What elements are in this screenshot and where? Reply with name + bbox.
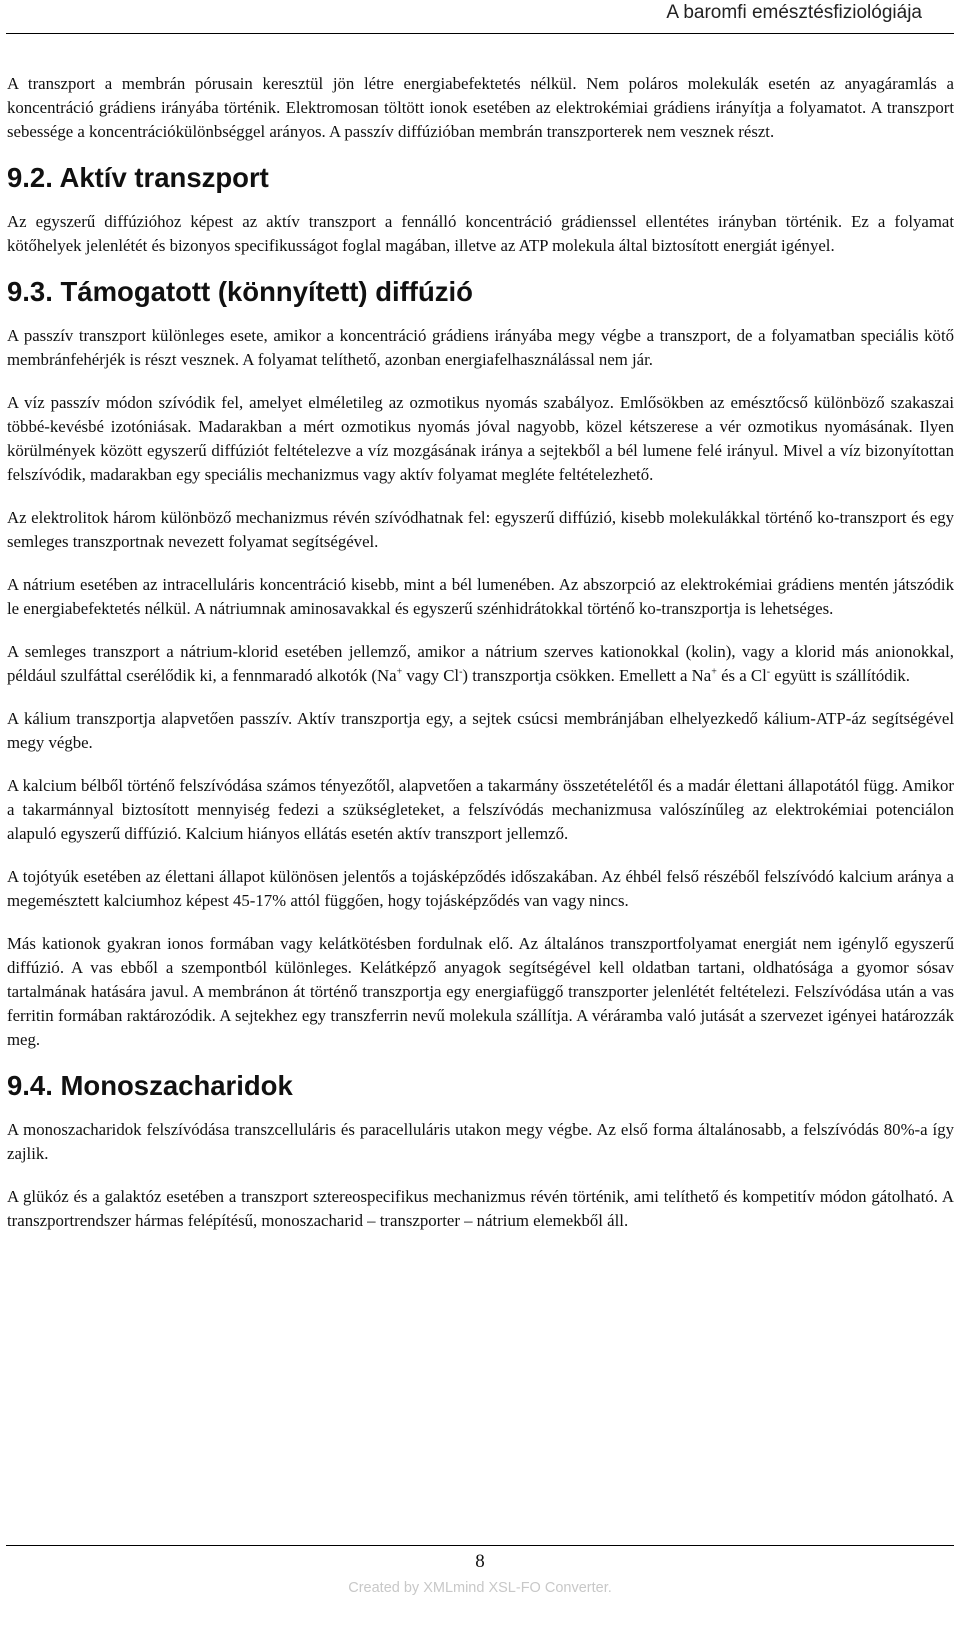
page-number: 8 xyxy=(475,1551,485,1572)
paragraph-aktiv-transzport: Az egyszerű diffúzióhoz képest az aktív transzport a fennálló koncentráció grádienssel ellentétes irányban történik. Ez a folyamat kötőhelyek jelenlétét és bizonyos specifikusságot foglal magában, illetve az ATP molekula által biztosított energiát igényel. xyxy=(7,212,954,255)
paragraph-elektrolitok: Az elektrolitok három különböző mechanizmus révén szívódhatnak fel: egyszerű diffúzió, kisebb molekulákkal történő ko-transzport és egy semleges transzportnak nevezett folyamat segítségével. xyxy=(7,508,954,551)
superscript-minus: - xyxy=(459,666,463,678)
paragraph-natrium: A nátrium esetében az intracelluláris koncentráció kisebb, mint a bél lumenében. Az abszorpció az elektrokémiai grádiens mentén játszódik le energiabefektetés nélkül. A nátriumnak aminosavakkal és egyszerű szénhidrátokkal történő ko-transzportja is lehetséges. xyxy=(7,575,954,618)
paragraph-kationok-vas: Más kationok gyakran ionos formában vagy kelátkötésben fordulnak elő. Az általános transzportfolyamat energiát nem igénylő egyszerű diffúzió. A vas ebből a szempontból különleges. Kelátképző anyagok segítségével kell oldatban tartani, oldhatósága a gyomor sósav tartalmának hatására javul. A membránon át történő transzportja egy energiafüggő transzporter jelenlétét feltételezi. Felszívódása után a vas ferritin formában raktározódik. A sejtekhez egy transzferrin nevű molekula szállítja. A véráramba való jutását a szervezet igényei határozzák meg. xyxy=(7,934,954,1049)
paragraph-monoszacharidok-2: A glükóz és a galaktóz esetében a transzport sztereospecifikus mechanizmus révén történik, ami telíthető és kompetitív módon gátolható. A transzportrendszer hármas felépítésű, monoszacharid – transzporter – nátrium elemekből áll. xyxy=(7,1187,954,1230)
section-heading-tamogatott-diffuzio: 9.3. Támogatott (könnyített) diffúzió xyxy=(7,276,473,307)
text-run: A semleges transzport a nátrium-klorid esetében jellemző, amikor a nátrium szerves kationokkal (kolin), vagy a klorid más anionokkal, például szulfáttal cserélődik ki, a fennmaradó alkotók (Na xyxy=(7,642,954,685)
running-header-title: A baromfi emésztésfiziológiája xyxy=(666,2,922,23)
paragraph-tojotyuk: A tojótyúk esetében az élettani állapot különösen jelentős a tojásképződés időszakában. Az éhbél felső részéből felszívódó kalcium aránya a megemésztett kalciumhoz képest 45-17% attól függően, hogy tojásképződés van vagy nincs. xyxy=(7,867,954,910)
intro-paragraph: A transzport a membrán pórusain keresztül jön létre energiabefektetés nélkül. Nem poláros molekulák esetén az anyagáramlás a koncentráció grádiens irányába történik. Elektromosan töltött ionok esetében az elektrokémiai grádiens irányítja a folyamatot. A transzport sebessége a koncentrációkülönbséggel arányos. A passzív diffúzióban membrán transzporterek nem vesznek részt. xyxy=(7,74,954,141)
document-body xyxy=(7,72,954,1233)
paragraph-tamogatott-1: A passzív transzport különleges esete, amikor a koncentráció grádiens irányába megy végbe a transzport, de a folyamatban speciális kötő membránfehérjék is részt vesznek. A folyamat telíthető, azonban energiafelhasználással nem jár. xyxy=(7,326,954,369)
text-run: ) transzportja csökken. Emellett a Na xyxy=(462,666,712,685)
text-run: és a Cl xyxy=(716,666,767,685)
paragraph-monoszacharidok-1: A monoszacharidok felszívódása transzcelluláris és paracelluláris utakon megy végbe. Az első forma általánosabb, a felszívódás 80%-a így zajlik. xyxy=(7,1120,954,1163)
text-run: együtt is szállítódik. xyxy=(770,666,910,685)
text-run: vagy Cl xyxy=(402,666,460,685)
paragraph-kalium: A kálium transzportja alapvetően passzív. Aktív transzportja egy, a sejtek csúcsi membránjában elhelyezkedő kálium-ATP-áz segítségével megy végbe. xyxy=(7,709,954,752)
superscript-plus: + xyxy=(396,666,403,678)
section-heading-monoszacharidok: 9.4. Monoszacharidok xyxy=(7,1070,293,1101)
superscript-plus: + xyxy=(711,666,717,678)
paragraph-kalcium: A kalcium bélből történő felszívódása számos tényezőtől, alapvetően a takarmány összetételétől és a madár élettani állapotától függ. Amikor a takarmánnyal biztosított mennyiség fedezi a szükségleteket, a felszívódás mechanizmusa valószínűleg az elektrokémiai potenciálon alapuló egyszerű diffúzió. Kalcium hiányos ellátás esetén aktív transzport jellemző. xyxy=(7,776,954,843)
section-heading-aktiv-transzport: 9.2. Aktív transzport xyxy=(7,162,269,193)
converter-watermark: Created by XMLmind XSL-FO Converter. xyxy=(348,1580,612,1596)
footer-rule xyxy=(6,1545,954,1546)
paragraph-semleges-transzport xyxy=(7,640,954,688)
superscript-minus: - xyxy=(766,666,771,678)
paragraph-viz-felszivodas: A víz passzív módon szívódik fel, amelyet elméletileg az ozmotikus nyomás szabályoz. Emlősökben az emésztőcső különböző szakaszai többé-kevésbé izotóniásak. Madarakban a mért ozmotikus nyomás jóval nagyobb, közel kétszerese a vér ozmotikus nyomásának. Ilyen körülmények között egyszerű diffúziót feltételezve a víz mozgásának iránya a sejtekből a bél lumene felé irányul. Mivel a víz bizonyítottan felszívódik, madarakban egy speciális mechanizmus vagy aktív folyamat megléte feltételezhető. xyxy=(7,393,954,484)
header-rule xyxy=(6,33,954,34)
